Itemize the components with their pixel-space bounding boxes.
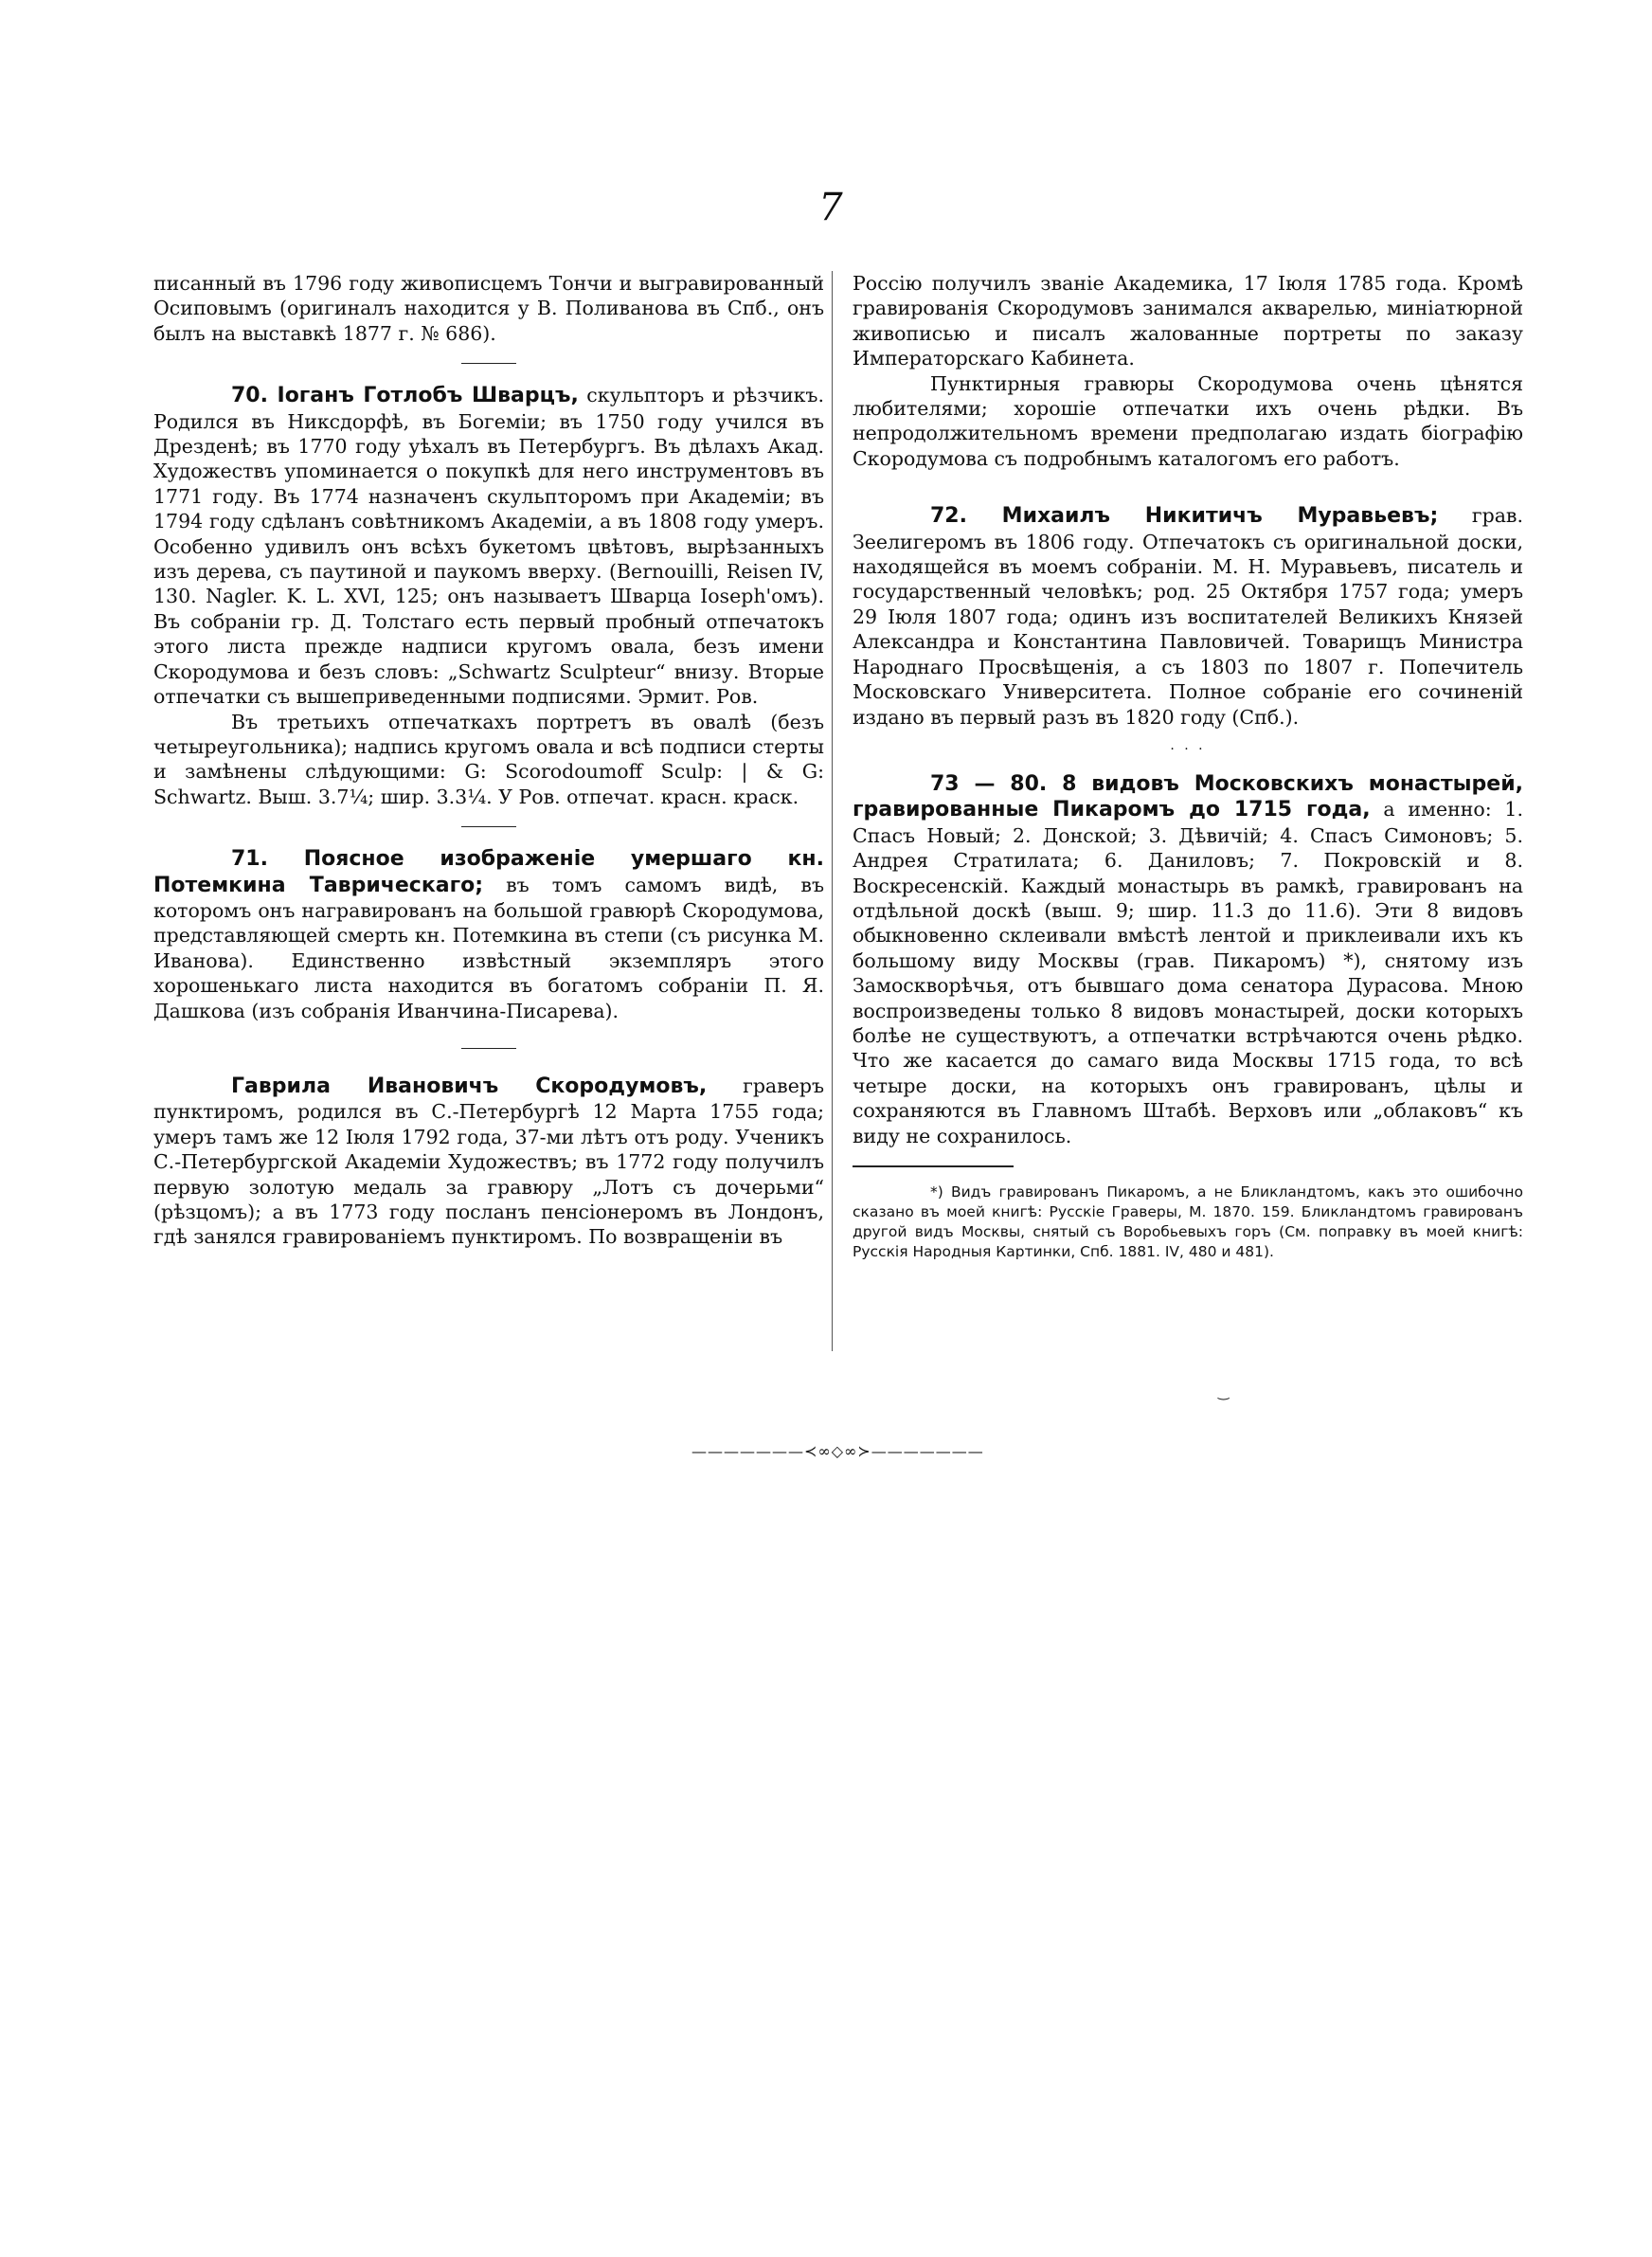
footnote-rule xyxy=(853,1165,1014,1167)
skorodumov-continuation: Россію получилъ званіе Академика, 17 Іюля 1785 года. Кромѣ гравированія Скородумовъ занимался акварелью, миніатюрной живописью и писалъ жалованные портреты по заказу Императорскаго Кабинета. xyxy=(853,272,1523,370)
separator xyxy=(461,363,516,364)
column-divider xyxy=(832,271,833,1351)
page-number: 7 xyxy=(818,186,843,229)
footnote-text: *) Видъ гравированъ Пикаромъ, а не Бликландтомъ, какъ это ошибочно сказано въ моей книгѣ: Русскіе Граверы, М. 1870. 159. Бликландтомъ гравированъ другой видъ Москвы, снятый съ Воробьевыхъ горъ (См. поправку въ моей книгѣ: Русскія Народныя Картинки, Спб. 1881. IV, 480 и 481). xyxy=(853,1183,1523,1260)
footnote xyxy=(853,1183,1523,1262)
entry-70 xyxy=(153,383,824,709)
entry-70-heading: 70. Іоганъ Готлобъ Шварцъ, xyxy=(231,384,579,408)
entry-71-text: въ томъ самомъ видѣ, въ которомъ онъ награвированъ на большой гравюрѣ Скородумова, представляющей смерть кн. Потемкина въ степи (съ рисунка М. Иванова). Единственно извѣстный экземпляръ этого хорошенькаго листа находится въ богатомъ собраніи П. Я. Дашкова (изъ собранія Иванчина-Писарева). xyxy=(153,873,824,1022)
skorodumov-paragraph-2: Пунктирныя гравюры Скородумова очень цѣнятся любителями; хорошіе отпечатки ихъ очень рѣдки. Въ непродолжительномъ времени предполагаю издать біографію Скородумова съ подробнымъ каталогомъ его работъ. xyxy=(853,371,1523,470)
separator xyxy=(461,826,516,827)
skorodumov-text: граверъ пунктиромъ, родился въ С.-Петербургѣ 12 Марта 1755 года; умеръ тамъ же 12 Іюля 1792 года, 37-ми лѣтъ отъ роду. Ученикъ С.-Петербургской Академіи Художествъ; въ 1772 году получилъ первую золотую медаль за гравюру „Лотъ съ дочерьми“ (рѣзцомъ); а въ 1773 году посланъ пенсіонеромъ въ Лондонъ, гдѣ занялся гравированіемъ пунктиромъ. По возвращеніи въ xyxy=(153,1074,824,1249)
skorodumov-entry xyxy=(153,1074,824,1250)
entry-72-text: грав. Зеелигеромъ въ 1806 году. Отпечатокъ съ оригинальной доски, находящейся въ моемъ собраніи. М. Н. Муравьевъ, писатель и государственный человѣкъ; род. 25 Октября 1757 года; умеръ 29 Іюля 1807 года; одинъ изъ воспитателей Великихъ Князей Александра и Константина Павловичей. Товарищъ Министра Народнаго Просвѣщенія, а съ 1803 по 1807 г. Попечитель Московскаго Университета. Полное собраніе его сочиненій издано въ первый разъ въ 1820 году (Спб.). xyxy=(853,504,1523,729)
spacer xyxy=(853,471,1523,503)
separator xyxy=(461,1048,516,1049)
skorodumov-heading: Гаврила Ивановичъ Скородумовъ, xyxy=(231,1074,708,1098)
entry-70-text: скульпторъ и рѣзчикъ. Родился въ Никсдорфѣ, въ Богеміи; въ 1750 году учился въ Дрезденѣ; въ 1770 году уѣхалъ въ Петербургъ. Въ дѣлахъ Акад. Художествъ упоминается о покупкѣ для него инструментовъ въ 1771 году. Въ 1774 назначенъ скульпторомъ при Академіи; въ 1794 году сдѣланъ совѣтникомъ Академіи, а въ 1808 году умеръ. Особенно удивилъ онъ всѣхъ букетомъ цвѣтовъ, вырѣзанныхъ изъ дерева, съ паутиной и паукомъ вверху. (Bernouilli, Reisen IV, 130. Nagler. K. L. XVI, 125; онъ называетъ Шварца Ioseph'омъ). Въ собраніи гр. Д. Толстаго есть первый пробный отпечатокъ этого листа прежде надписи кругомъ овала, безъ имени Скородумова и безъ словъ: „Schwartz Sculpteur“ внизу. Вторые отпечатки съ вышеприведенными подписями. Эрмит. Ров. xyxy=(153,384,824,709)
entry-72 xyxy=(853,503,1523,730)
ornament-divider: ———————≺∞◇∞≻——————— xyxy=(691,1442,984,1460)
right-column xyxy=(853,271,1523,1262)
dotted-separator: · · · xyxy=(1170,741,1206,757)
entry-71-heading: 71. Поясное изображеніе умершаго кн. Потемкина Таврическаго; xyxy=(153,847,824,897)
small-mark: ‿ xyxy=(1218,1385,1230,1400)
left-column xyxy=(153,271,824,1250)
entry-73-80-heading: 73 — 80. 8 видовъ Московскихъ монастырей, гравированные Пикаромъ до 1715 года, xyxy=(853,771,1523,822)
entry-73-80-text: а именно: 1. Спасъ Новый; 2. Донской; 3. Дѣвичій; 4. Спасъ Симоновъ; 5. Андрея Стратилата; 6. Даниловъ; 7. Покровскій и 8. Воскресенскій. Каждый монастырь въ рамкѣ, гравированъ на отдѣльной доскѣ (выш. 9; шир. 11.3 до 11.6). Эти 8 видовъ обыкновенно склеивали вмѣстѣ лентой и приклеивали ихъ къ большому виду Москвы (грав. Пикаромъ) *), снятому изъ Замоскворѣчья, отъ бывшаго дома сенатора Дурасова. Мною воспроизведены только 8 видовъ монастырей, доски которыхъ болѣе не существуютъ, а отпечатки встрѣчаются очень рѣдко. Что же касается до самаго вида Москвы 1715 года, то всѣ четыре доски, на которыхъ онъ гравированъ, цѣлы и сохраняются въ Главномъ Штабѣ. Верховъ или „облаковъ“ къ виду не сохранилось. xyxy=(853,798,1523,1147)
entry-73-80 xyxy=(853,771,1523,1148)
entry-71 xyxy=(153,846,824,1023)
entry-70-paragraph-2: Въ третьихъ отпечаткахъ портретъ въ овалѣ (безъ четыреугольника); надпись кругомъ овала и всѣ подписи стерты и замѣнены слѣдующими: G: Scorodoumoff Sculp: | & G: Schwartz. Выш. 3.7¼; шир. 3.3¼. У Ров. отпечат. красн. краск. xyxy=(153,710,824,808)
intro-paragraph: писанный въ 1796 году живописцемъ Тончи и выгравированный Осиповымъ (оригиналъ находится у В. Поливанова въ Спб., онъ былъ на выставкѣ 1877 г. № 686). xyxy=(153,272,824,345)
entry-72-heading: 72. Михаилъ Никитичъ Муравьевъ; xyxy=(930,504,1439,529)
